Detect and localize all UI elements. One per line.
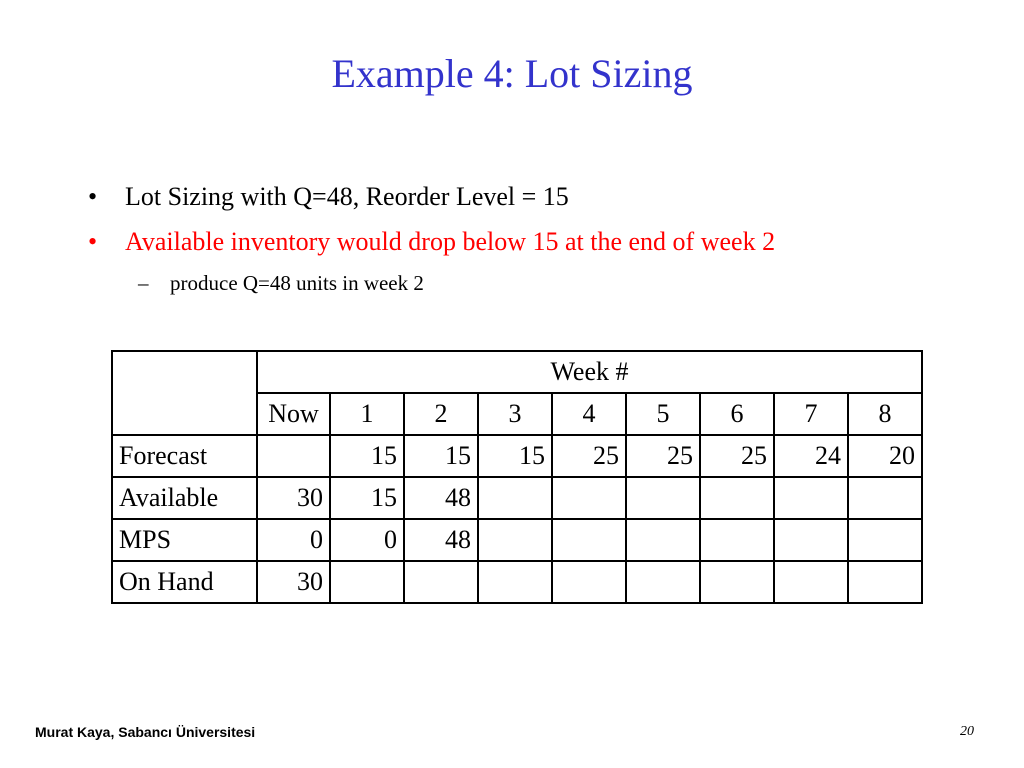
table-row-on-hand — [112, 561, 922, 603]
bullet-list — [88, 178, 1008, 298]
table-cell — [478, 561, 552, 603]
bullet-lot-sizing — [88, 178, 1008, 223]
column-header: 5 — [626, 393, 700, 435]
table-cell — [700, 561, 774, 603]
column-header: 1 — [330, 393, 404, 435]
slide-title: Example 4: Lot Sizing — [331, 51, 693, 96]
week-group-header: Week # — [257, 351, 922, 393]
table-cell: 30 — [257, 477, 330, 519]
table-cell — [848, 561, 922, 603]
bullet-dot-icon: • — [88, 182, 98, 211]
table-cell: 15 — [330, 477, 404, 519]
column-header: Now — [257, 393, 330, 435]
table-cell: 30 — [257, 561, 330, 603]
sub-bullet-text: produce Q=48 units in week 2 — [170, 271, 424, 295]
table-cell — [774, 477, 848, 519]
table-cell — [626, 561, 700, 603]
table-cell — [478, 477, 552, 519]
sub-bullet-produce — [88, 268, 1008, 298]
table-cell — [774, 519, 848, 561]
table-cell: 48 — [404, 519, 478, 561]
table-cell: 25 — [700, 435, 774, 477]
table-cell — [404, 561, 478, 603]
table-cell — [552, 519, 626, 561]
footer-author: Murat Kaya, Sabancı Üniversitesi — [35, 724, 256, 740]
table-cell: 15 — [330, 435, 404, 477]
row-label: On Hand — [112, 561, 257, 603]
dash-icon: – — [138, 271, 149, 295]
table-corner-cell — [112, 351, 257, 435]
mps-table — [111, 350, 923, 604]
bullet-text: Available inventory would drop below 15 at the end of week 2 — [125, 227, 776, 256]
table-cell: 48 — [404, 477, 478, 519]
table-cell — [478, 519, 552, 561]
table-header-row — [112, 351, 922, 393]
column-header: 6 — [700, 393, 774, 435]
table-cell — [848, 519, 922, 561]
table-row-forecast — [112, 435, 922, 477]
table-cell — [626, 477, 700, 519]
table-row-mps — [112, 519, 922, 561]
column-header: 8 — [848, 393, 922, 435]
table-cell — [552, 477, 626, 519]
column-header: 3 — [478, 393, 552, 435]
table-cell: 0 — [257, 519, 330, 561]
table-cell — [626, 519, 700, 561]
table-cell: 0 — [330, 519, 404, 561]
column-header: 7 — [774, 393, 848, 435]
table-cell — [848, 477, 922, 519]
bullet-dot-icon: • — [88, 227, 98, 256]
table-cell — [330, 561, 404, 603]
table-cell: 25 — [552, 435, 626, 477]
table-cell: 15 — [404, 435, 478, 477]
row-label: MPS — [112, 519, 257, 561]
bullet-available-inventory — [88, 223, 1008, 268]
table-cell — [552, 561, 626, 603]
table-cell: 15 — [478, 435, 552, 477]
column-header: 2 — [404, 393, 478, 435]
table-cell: 20 — [848, 435, 922, 477]
table-row-available — [112, 477, 922, 519]
row-label: Available — [112, 477, 257, 519]
column-header: 4 — [552, 393, 626, 435]
page-number: 20 — [960, 724, 974, 739]
row-label: Forecast — [112, 435, 257, 477]
table-cell — [700, 519, 774, 561]
table-cell — [257, 435, 330, 477]
table-cell — [700, 477, 774, 519]
table-cell: 24 — [774, 435, 848, 477]
table-cell — [774, 561, 848, 603]
bullet-text: Lot Sizing with Q=48, Reorder Level = 15 — [125, 182, 569, 211]
table-cell: 25 — [626, 435, 700, 477]
